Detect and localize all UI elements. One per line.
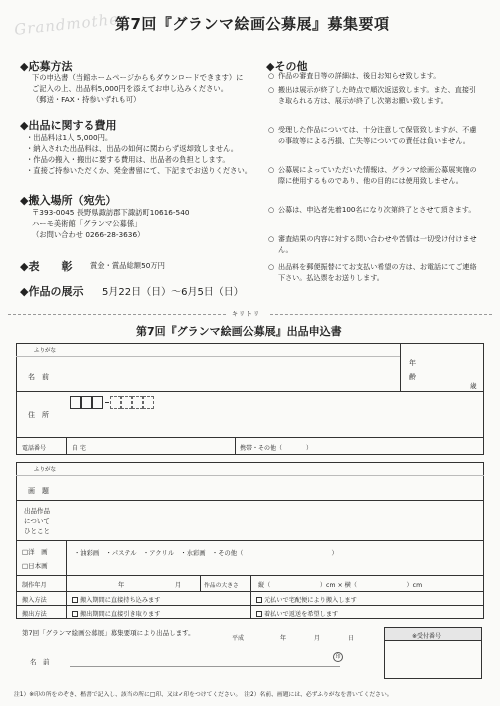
age-unit: 歳 xyxy=(470,382,477,390)
postal-box[interactable] xyxy=(92,396,103,409)
address-field[interactable] xyxy=(70,412,470,434)
in-option-courier-label: 元払いで宅配便により搬入します xyxy=(264,597,357,604)
work-note-label xyxy=(24,506,50,536)
rule xyxy=(400,343,401,391)
checkbox-icon[interactable] xyxy=(256,611,262,617)
rule xyxy=(66,437,67,455)
out-option-direct-label: 搬出期間に直接引き取ります xyxy=(80,611,161,618)
postal-box[interactable] xyxy=(132,396,143,409)
award-label: ◆表 彰 xyxy=(20,260,73,273)
bullet-mark: ○ xyxy=(268,85,275,94)
checkbox-icon[interactable] xyxy=(256,597,262,603)
cut-line-left xyxy=(8,314,226,315)
venue-line: 〒393-0045 長野県諏訪郡下諏訪町10616-540 xyxy=(32,208,190,217)
apply-line: 下の申込書（当館ホームページからもダウンロードできます）に xyxy=(32,73,244,82)
out-option-return[interactable] xyxy=(256,609,338,618)
in-option-direct-label: 搬入期間に直接持ち込みます xyxy=(80,597,161,604)
rule xyxy=(16,356,400,357)
out-option-direct[interactable] xyxy=(72,609,160,618)
checkbox-icon[interactable] xyxy=(72,597,78,603)
mobile-phone-label: 携帯・その他（ ） xyxy=(240,445,313,452)
bullet-mark: ○ xyxy=(268,262,275,271)
furigana-label: ふりがな xyxy=(34,348,57,354)
rule xyxy=(16,500,484,501)
rule xyxy=(16,475,484,476)
made-label: 制作年月 xyxy=(22,582,47,589)
made-year-label: 年 xyxy=(118,582,125,589)
bullet-text: 受理した作品については、十分注意して保管致しますが、不慮の事故等による汚損、亡失等についての責任は負いません。 xyxy=(278,125,477,145)
bullet-mark: ○ xyxy=(268,234,275,243)
work-note-line: ひとこと xyxy=(24,527,50,535)
rule xyxy=(16,437,484,438)
phone-label: 電話番号 xyxy=(22,445,47,452)
other-heading: ◆その他 xyxy=(266,60,308,73)
rule xyxy=(66,540,67,619)
rule xyxy=(16,391,484,392)
sign-name-field[interactable] xyxy=(70,650,330,665)
postal-box[interactable] xyxy=(121,396,132,409)
fee-line: ・作品の搬入・搬出に要する費用は、出品者の負担とします。 xyxy=(26,155,230,164)
bullet-mark: ○ xyxy=(268,205,275,214)
made-month-label: 月 xyxy=(175,582,182,589)
postal-box[interactable] xyxy=(70,396,81,409)
bullet-text: 審査結果の内容に対する問い合わせや苦情は一切受け付けません。 xyxy=(278,234,477,254)
work-note-line: について xyxy=(24,517,50,525)
award-value: 賞金・賞品総額50万円 xyxy=(90,261,165,270)
name-label: 名 前 xyxy=(28,373,49,381)
venue-text xyxy=(32,207,190,240)
postal-box[interactable] xyxy=(81,396,92,409)
bullet-text: 出品料を郵便振替にてお支払い希望の方は、お電話にてご連絡下さい。払込票をお送りします。 xyxy=(278,262,477,282)
work-note-line: 出品作品 xyxy=(24,507,50,515)
receipt-label: ※受付番号 xyxy=(412,633,442,640)
venue-heading: ◆搬入場所（宛先） xyxy=(20,194,117,207)
work-title-field[interactable] xyxy=(70,478,470,498)
date-year: 年 xyxy=(280,635,287,642)
name-field[interactable] xyxy=(70,360,390,388)
home-phone-label: 自 宅 xyxy=(72,445,86,452)
postal-dash xyxy=(105,402,109,403)
bullet-text: 作品の審査日等の詳細は、後日お知らせ致します。 xyxy=(278,71,441,80)
other-bullet xyxy=(268,71,483,83)
apply-heading: ◆応募方法 xyxy=(20,60,73,73)
rule xyxy=(250,575,251,591)
bullet-mark: ○ xyxy=(268,165,275,174)
other-bullet xyxy=(268,205,483,229)
in-label: 搬入方法 xyxy=(22,597,47,604)
bullet-text: 搬出は展示が終了した時点で順次返送致します。また、直接引き取られる方は、展示が終了し次第お願い致します。 xyxy=(278,85,477,105)
other-bullet xyxy=(268,85,483,119)
bullet-mark: ○ xyxy=(268,125,275,134)
footnote: 注1）※印の所をのぞき、楷書で記入し、該当の所に□印、又は✓印をつけてください。 注2）名前、画題には、必ずふりがなを書いてください。 xyxy=(14,692,393,698)
other-bullet xyxy=(268,125,483,159)
rule xyxy=(16,540,484,541)
seal-icon: 印 xyxy=(333,652,343,662)
fee-line: ・直接ご持参いただくか、発金書留にて、下記までお送りください。 xyxy=(26,166,253,175)
other-bullet xyxy=(268,234,483,258)
rule xyxy=(250,591,251,619)
cut-line-right xyxy=(270,314,492,315)
checkbox-icon[interactable] xyxy=(72,611,78,617)
apply-line: ご記入の上、出品料5,000円を添えてお申し込みください。 xyxy=(32,84,229,93)
postal-box[interactable] xyxy=(143,396,154,409)
watermark-logo: Grandmother xyxy=(13,9,128,39)
out-option-return-label: 着払いで返送を希望します xyxy=(264,611,339,618)
date-month: 月 xyxy=(314,635,321,642)
bullet-text: 公募展によっていただいた情報は、グランマ絵画公募展実施の際に使用するものであり、他の目的には使用致しません。 xyxy=(278,165,477,185)
exhibit-value: 5月22日（日）～6月5日（日） xyxy=(102,287,244,298)
exhibit-label: ◆作品の展示 xyxy=(20,285,84,298)
out-label: 搬出方法 xyxy=(22,611,47,618)
age-label-2: 齢 xyxy=(409,373,416,381)
size-field[interactable]: 縦（ ）cm × 横（ ）cm xyxy=(258,582,423,589)
age-label-1: 年 xyxy=(409,359,416,367)
sign-name-line xyxy=(70,666,340,667)
fee-text xyxy=(26,132,252,176)
rule xyxy=(235,437,236,455)
fee-line: ・納入された出品料は、出品の如何に関わらず返却致しません。 xyxy=(26,144,239,153)
size-label: 作品の大きさ xyxy=(204,583,239,589)
address-label: 住 所 xyxy=(28,411,49,419)
age-field[interactable] xyxy=(420,357,468,387)
rule xyxy=(200,575,201,591)
in-option-courier[interactable] xyxy=(256,595,357,604)
cut-label: キリトリ xyxy=(232,311,261,318)
home-phone-field[interactable] xyxy=(92,440,230,452)
venue-line: （お問い合わせ 0266-28-3636） xyxy=(32,230,145,239)
form-title: 第7回『グランマ絵画公募展』出品申込書 xyxy=(136,325,342,338)
fee-heading: ◆出品に関する費用 xyxy=(20,119,117,132)
sign-name-label: 名 前 xyxy=(30,658,50,666)
media-options[interactable]: ・油彩画 ・パステル ・アクリル ・水彩画 ・その他（ ） xyxy=(74,550,338,557)
agree-text: 第7回「グランマ絵画公募展」募集要項により出品します。 xyxy=(22,629,195,637)
mobile-phone-field[interactable] xyxy=(330,440,480,452)
type-japanese-checkbox[interactable]: □日本画 xyxy=(22,562,48,570)
work-title-label: 画 題 xyxy=(28,487,49,495)
bullet-mark: ○ xyxy=(268,71,275,80)
bullet-text: 公募は、申込者先着100名になり次第終了とさせて頂きます。 xyxy=(278,205,476,214)
in-option-direct[interactable] xyxy=(72,595,160,604)
postal-box[interactable] xyxy=(110,396,121,409)
page-title: 第7回『グランマ絵画公募展』募集要項 xyxy=(115,15,390,33)
date-era: 平成 xyxy=(232,635,245,642)
fee-line: ・出品料は1人 5,000円。 xyxy=(26,133,113,142)
other-bullet xyxy=(268,262,483,286)
type-western-checkbox[interactable]: □洋 画 xyxy=(22,548,48,556)
rule xyxy=(384,640,482,641)
furigana-label: ふりがな xyxy=(34,467,57,473)
apply-text xyxy=(32,72,243,105)
work-note-field[interactable] xyxy=(70,504,470,538)
other-bullet xyxy=(268,165,483,199)
date-day: 日 xyxy=(348,635,355,642)
apply-line: （郵送・FAX・持参いずれも可） xyxy=(32,95,141,104)
venue-line: ハーモ美術館「グランマ公募係」 xyxy=(32,219,142,228)
